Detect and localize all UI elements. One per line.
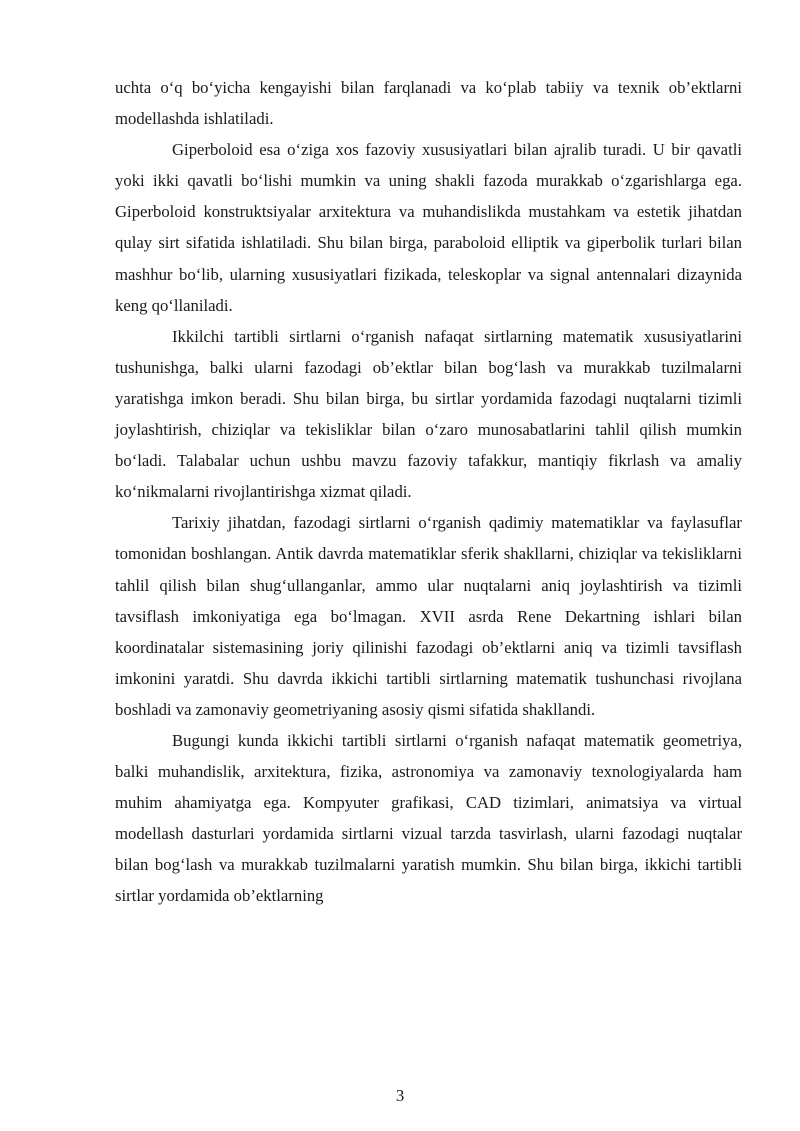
paragraph-continuation: uchta o‘q bo‘yicha kengayishi bilan farqlanadi va ko‘plab tabiiy va texnik ob’ektlarni modellashda ishlatiladi. — [115, 78, 742, 129]
body-text — [115, 72, 742, 912]
paragraph-hyperboloid: Giperboloid esa o‘ziga xos fazoviy xususiyatlari bilan ajralib turadi. U bir qavatli yoki ikki qavatli bo‘lishi mumkin va uning shakli fazoda murakkab o‘zgarishlarga ega. Giperboloid konstruktsiyalar arxitektura va muhandislikda mustahkam va estetik jihatdan qulay sirt sifatida ishlatiladi. Shu bilan birga, paraboloid elliptik va giperbolik turlari bilan mashhur bo‘lib, ularning xususiyatlari fizikada, teleskoplar va signal antennalari dizaynida keng qo‘llaniladi. — [115, 140, 742, 315]
paragraph-history: Tarixiy jihatdan, fazodagi sirtlarni o‘rganish qadimiy matematiklar va faylasuflar tomonidan boshlangan. Antik davrda matematiklar sferik shakllarni, chiziqlar va tekisliklarni tahlil qilish bilan shug‘ullanganlar, ammo ular nuqtalarni aniq joylashtirish va tizimli tavsiflash imkoniyatiga ega bo‘lmagan. XVII asrda Rene Dekartning ishlari bilan koordinatalar sistemasining joriy qilinishi fazodagi ob’ektlarni aniq va tizimli tavsiflash imkonini yaratdi. Shu davrda ikkichi tartibli sirtlarning matematik tushunchasi rivojlana boshladi va zamonaviy geometriyaning asosiy qismi sifatida shakllandi. — [115, 513, 742, 719]
paragraph-today: Bugungi kunda ikkichi tartibli sirtlarni o‘rganish nafaqat matematik geometriya, balki muhandislik, arxitektura, fizika, astronomiya va zamonaviy texnologiyalarda ham muhim ahamiyatga ega. Kompyuter grafikasi, CAD tizimlari, animatsiya va virtual modellash dasturlari yordamida sirtlarni vizual tarzda tasvirlash, ularni fazodagi nuqtalar bilan bog‘lash va murakkab tuzilmalarni yaratish mumkin. Shu bilan birga, ikkichi tartibli sirtlar yordamida ob’ektlarning — [115, 730, 742, 906]
paragraph-second-order-surfaces: Ikkilchi tartibli sirtlarni o‘rganish nafaqat sirtlarning matematik xususiyatlarini tushunishga, balki ularni fazodagi ob’ektlar bilan bog‘lash va murakkab tuzilmalarni yaratishga imkon beradi. Shu bilan birga, bu sirtlar yordamida fazodagi nuqtalarni tizimli joylashtirish, chiziqlar va tekisliklar bilan o‘zaro munosabatlarini tahlil qilish mumkin bo‘ladi. Talabalar uchun ushbu mavzu fazoviy tafakkur, mantiqiy fikrlash va amaliy ko‘nikmalarni rivojlantirishga xizmat qiladi. — [115, 326, 742, 502]
page-number: 3 — [395, 1086, 405, 1105]
